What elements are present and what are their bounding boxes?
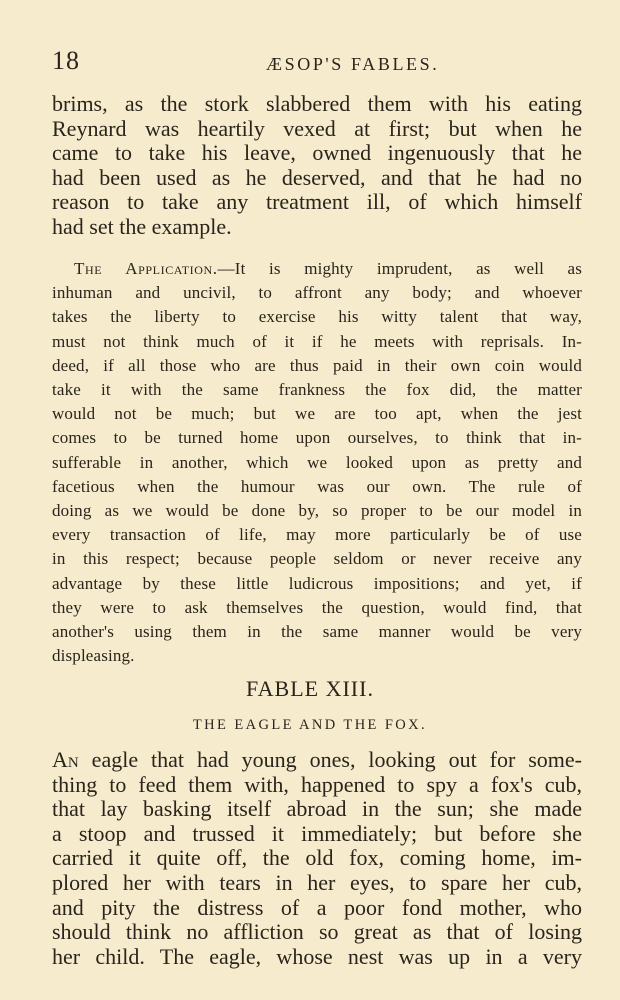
fable-first-line: [52, 748, 582, 773]
text-line: eagle that had young ones, looking out for some-: [78, 747, 582, 772]
page-number: 18: [52, 46, 80, 75]
text-line: advantage by these little ludicrous impositions; and yet, if: [52, 573, 582, 593]
text-line: must not think much of it if he meets with reprisals. In-: [52, 331, 582, 351]
text-line: had set the example.: [52, 213, 232, 239]
text-line: a stoop and trussed it immediately; but before she: [52, 820, 582, 846]
text-line: every transaction of life, may more particularly be of use: [52, 525, 582, 545]
text-line: in this respect; because people seldom or never receive any: [52, 549, 582, 569]
text-line: brims, as the stork slabbered them with his eating: [52, 91, 582, 116]
text-line: takes the liberty to exercise his witty talent that way,: [52, 307, 582, 327]
continuation-paragraph: [52, 92, 582, 240]
fable-paragraph: [52, 748, 582, 969]
fable-number-heading: FABLE XIII.: [246, 676, 374, 701]
text-line: had been used as he deserved, and that he had no: [52, 164, 582, 190]
text-line: reason to take any treatment ill, of which himself: [52, 189, 582, 215]
text-line: another's using them in the same manner would be very: [52, 622, 582, 642]
text-line: facetious when the humour was our own. The rule of: [52, 476, 582, 496]
text-line: displeasing.: [52, 646, 135, 666]
text-line: would not be much; but we are too apt, when the jest: [52, 404, 582, 424]
text-line: that lay basking itself abroad in the sun; she made: [52, 796, 582, 822]
text-line: take it with the same frankness the fox did, the matter: [52, 380, 582, 400]
application-first-line: [52, 257, 582, 281]
text-line: plored her with tears in her eyes, to spare her cub,: [52, 869, 582, 895]
running-title: ÆSOP'S FABLES.: [266, 54, 440, 74]
text-line: doing as we would be done by, so proper to be our model in: [52, 501, 582, 521]
application-label: The Application.: [74, 259, 218, 278]
fable-first-word: An: [52, 747, 79, 772]
text-line: inhuman and uncivil, to affront any body; and whoever: [52, 283, 582, 303]
text-line: her child. The eagle, whose nest was up in a very: [52, 943, 582, 969]
text-line: Reynard was heartily vexed at first; but when he: [52, 115, 582, 141]
text-line: carried it quite off, the old fox, coming home, im-: [52, 845, 582, 871]
text-line: they were to ask themselves the question, would find, that: [52, 597, 582, 617]
text-line: sufferable in another, which we looked upon as pretty and: [52, 452, 582, 472]
text-line: should think no affliction so great as that of losing: [52, 919, 582, 945]
fable-title-heading: THE EAGLE AND THE FOX.: [192, 717, 428, 733]
text-line: —It is mighty imprudent, as well as: [217, 259, 582, 278]
text-line: deed, if all those who are thus paid in their own coin would: [52, 355, 582, 375]
text-line: thing to feed them with, happened to spy a fox's cub,: [52, 771, 582, 797]
text-line: came to take his leave, owned ingenuously that he: [52, 140, 582, 166]
application-paragraph: [52, 257, 582, 668]
text-line: comes to be turned home upon ourselves, to think that in-: [52, 428, 582, 448]
page-header: [52, 44, 582, 80]
text-line: and pity the distress of a poor fond mother, who: [52, 894, 582, 920]
